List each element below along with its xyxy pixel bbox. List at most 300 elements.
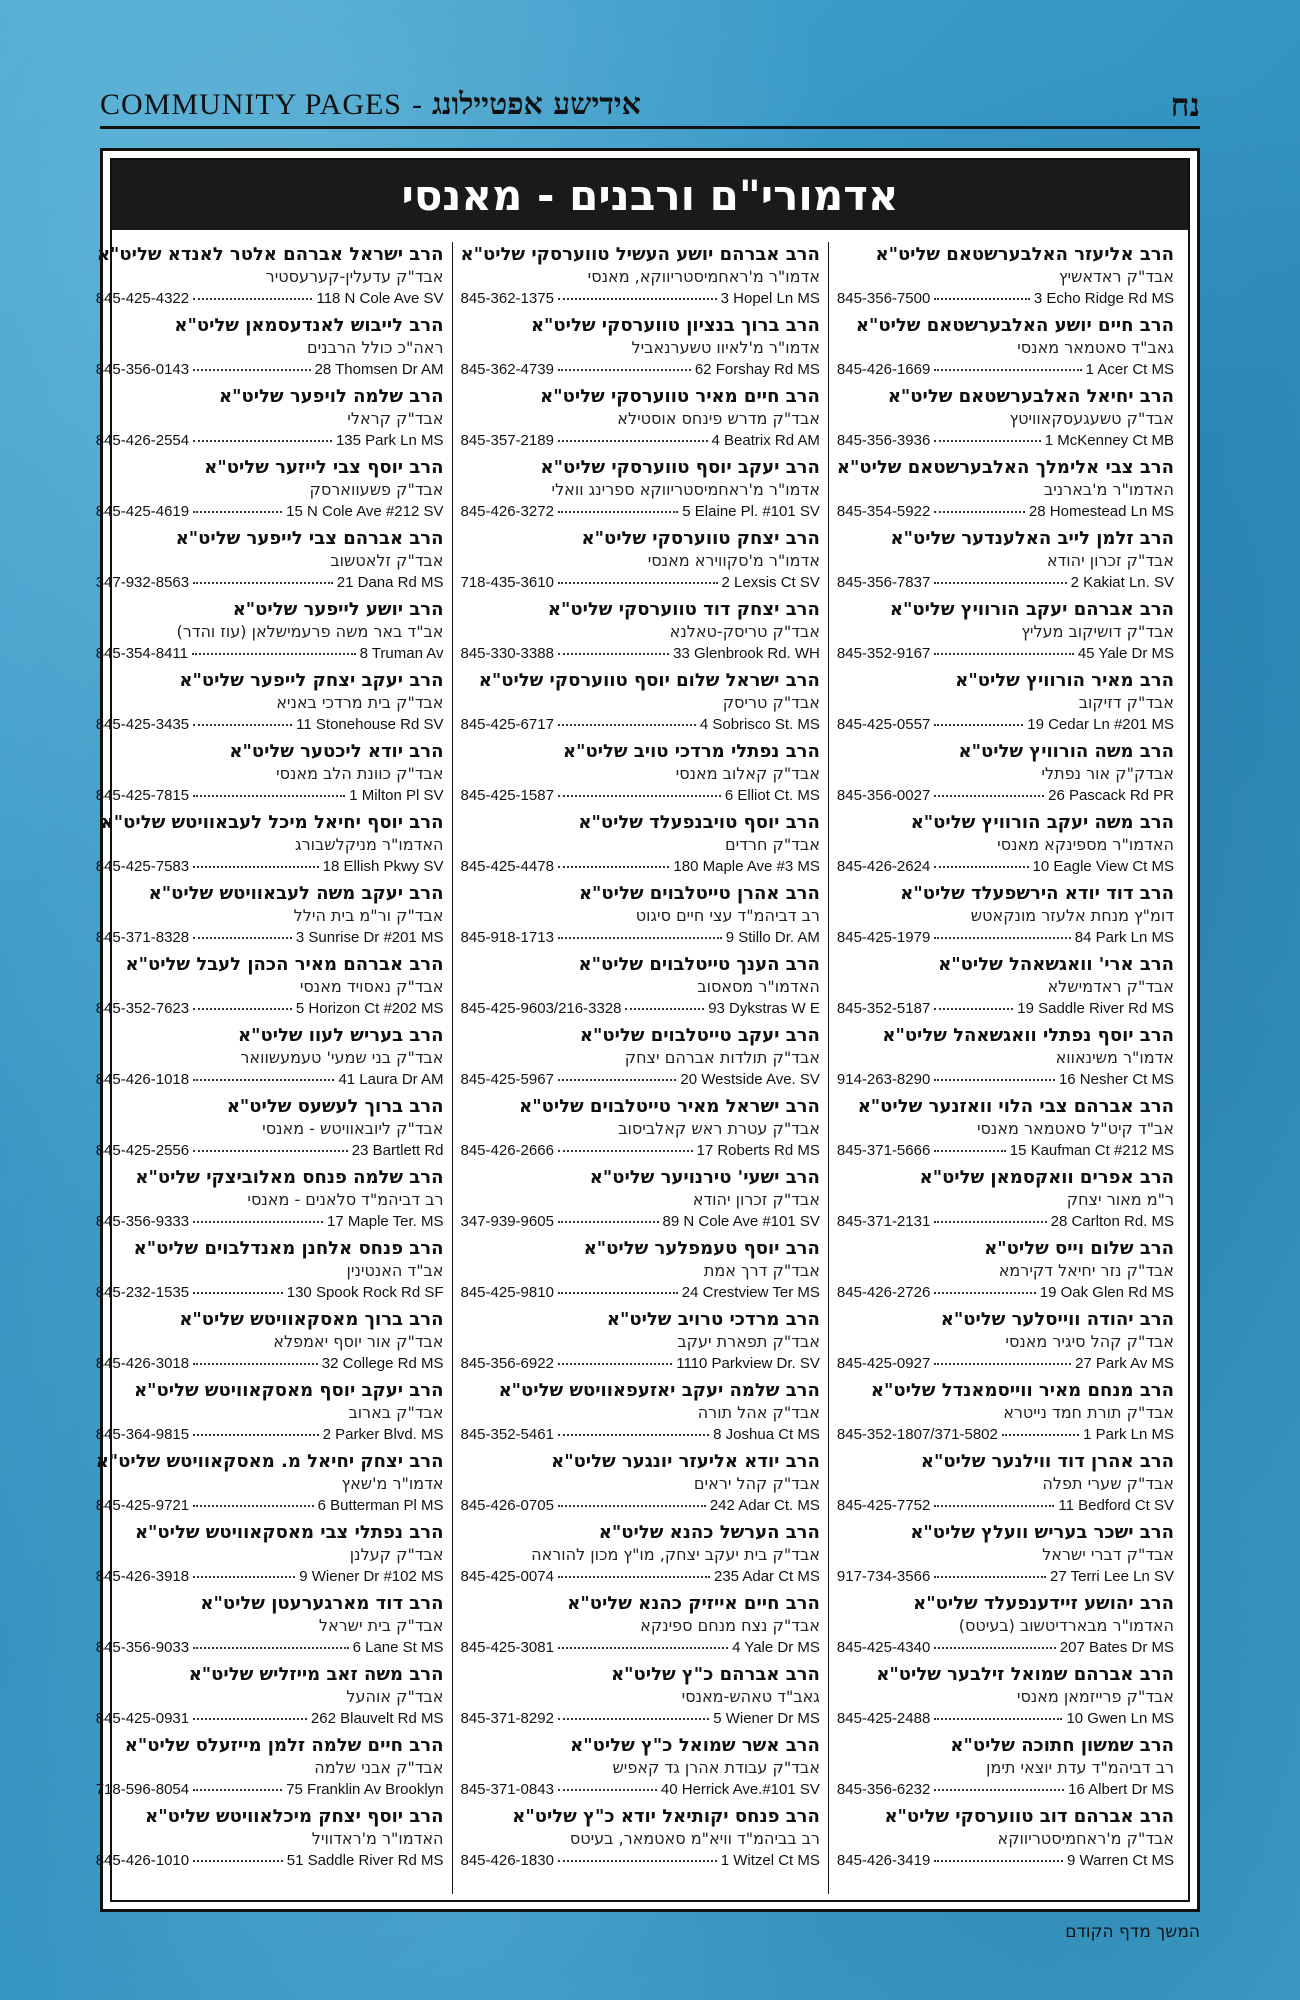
rabbi-name: הרב חיים שלמה זלמן מייזעלס שליט"א [124,1735,444,1756]
rabbi-name: הרב ישכר בעריש וועלץ שליט"א [910,1522,1174,1543]
phone-number: 845-425-2556 [95,1142,190,1159]
rabbi-name: הרב אפרים וואקסמאן שליט"א [919,1167,1174,1188]
contact-line [461,927,820,948]
rabbi-title: אבד"ק ליובאוויטש - מאנסי [262,1119,444,1138]
rabbi-name: הרב הענך טייטלבוים שליט"א [578,954,820,975]
street-address: 75 Franklin Av Brooklyn [286,1781,444,1798]
dot-leader [193,440,332,442]
dot-leader [558,440,708,442]
street-address: 16 Nesher Ct MS [1058,1071,1174,1088]
phone-number: 845-371-8328 [95,929,190,946]
phone-number: 845-330-3388 [460,645,554,662]
rabbi-title: אבד"ק טשעגעסקאוויטץ [1009,409,1174,428]
rabbi-title: אבדק"ק אור נפתלי [1041,764,1174,783]
directory-entry [837,1094,1174,1165]
rabbi-title: רב בביהמ"ד וויא"מ סאטמאר, בעיטס [569,1829,820,1848]
rabbi-title: אבד"ק זכרון יהודא [1046,551,1174,570]
dot-leader [558,653,669,655]
directory-entry [461,810,820,881]
rabbi-name: הרב צבי אלימלך האלבערשטאם שליט"א [836,457,1174,478]
contact-line [461,1069,820,1090]
phone-number: 718-596-8054 [95,1781,190,1798]
street-address: 5 Elaine Pl. #101 SV [682,503,820,520]
phone-number: 845-356-0027 [836,787,931,804]
dot-leader [558,582,718,584]
contact-line [96,288,444,309]
dot-leader [193,1150,348,1152]
street-address: 1110 Parkview Dr. SV [676,1355,820,1372]
street-address: 6 Butterman Pl MS [317,1497,444,1514]
phone-number: 845-356-3936 [836,432,931,449]
rabbi-name: הרב יעקב יצחק לייפער שליט"א [179,670,444,691]
dot-leader [934,1576,1046,1578]
directory-entry [96,1378,444,1449]
rabbi-title: אבד"ק פשעווארסק [309,480,444,499]
contact-line [461,1708,820,1729]
rabbi-title: האדמו"ר מניקלשבורג [295,835,444,854]
contact-line [96,856,444,877]
phone-number: 845-426-0705 [460,1497,554,1514]
rabbi-title: אבד"ק קאלוב מאנסי [675,764,820,783]
directory-entry [96,1236,444,1307]
street-address: 11 Stonehouse Rd SV [296,716,444,733]
street-address: 3 Hopel Ln MS [720,290,820,307]
phone-number: 845-425-0074 [460,1568,554,1585]
contact-line [96,359,444,380]
directory-entry [461,242,820,313]
dot-leader [558,866,669,868]
rabbi-name: הרב יוסף טעמפלער שליט"א [583,1238,820,1259]
dot-leader [558,937,722,939]
directory-entry [96,739,444,810]
street-address: 20 Westside Ave. SV [680,1071,820,1088]
contact-line [461,1495,820,1516]
street-address: 262 Blauvelt Rd MS [310,1710,444,1727]
rabbi-title: אבד"ק בית ישראל [318,1616,444,1635]
rabbi-name: הרב אליעזר האלבערשטאם שליט"א [875,244,1174,265]
rabbi-name: הרב אשר שמואל כ"ץ שליט"א [570,1735,820,1756]
rabbi-name: הרב חיים מאיר טווערסקי שליט"א [540,386,820,407]
street-address: 26 Pascack Rd PR [1048,787,1174,804]
phone-number: 845-356-7837 [836,574,931,591]
street-address: 242 Adar Ct. MS [709,1497,820,1514]
dot-leader [934,1363,1071,1365]
directory-entry [837,881,1174,952]
rabbi-name: הרב יהודה ווייסלער שליט"א [940,1309,1174,1330]
dot-leader [1002,1434,1079,1436]
dot-leader [934,1789,1064,1791]
contact-line [837,1850,1174,1871]
contact-line [461,288,820,309]
directory-entry [837,810,1174,881]
page-number: נח [1170,86,1200,124]
street-address: 28 Carlton Rd. MS [1050,1213,1174,1230]
street-address: 6 Elliot Ct. MS [724,787,820,804]
contact-line [837,998,1174,1019]
phone-number: 845-356-9333 [95,1213,190,1230]
dot-leader [193,369,310,371]
street-address: 4 Beatrix Rd AM [711,432,820,449]
contact-line [461,572,820,593]
street-address: 207 Bates Dr MS [1059,1639,1174,1656]
directory-entry [837,1165,1174,1236]
rabbi-title: אבד"ק נזר יחיאל דקירמא [998,1261,1174,1280]
rabbi-name: הרב שלמה לויפער שליט"א [219,386,444,407]
rabbi-name: הרב מאיר הורוויץ שליט"א [955,670,1174,691]
contact-line [461,714,820,735]
street-address: 5 Wiener Dr MS [713,1710,820,1727]
contact-line [837,1211,1174,1232]
phone-number: 845-356-9033 [95,1639,190,1656]
street-address: 17 Roberts Rd MS [696,1142,820,1159]
rabbi-name: הרב שמשון חתוכה שליט"א [950,1735,1174,1756]
directory-entry [837,1023,1174,1094]
street-address: 28 Thomsen Dr AM [314,361,444,378]
contact-line [461,1353,820,1374]
header-title-english: COMMUNITY PAGES [100,88,402,121]
contact-line [96,1495,444,1516]
directory-columns [95,242,1182,1894]
header-title [100,87,641,126]
dot-leader [558,1505,706,1507]
directory-entry [461,668,820,739]
rabbi-name: הרב חיים אייזיק כהנא שליט"א [567,1593,820,1614]
contact-line [461,1779,820,1800]
dot-leader [558,298,717,300]
directory-entry [837,384,1174,455]
street-address: 40 Herrick Ave.#101 SV [660,1781,820,1798]
contact-line [837,927,1174,948]
contact-line [837,572,1174,593]
contact-line [837,430,1174,451]
rabbi-name: הרב אברהם כ"ץ שליט"א [611,1664,820,1685]
dot-leader [193,1576,295,1578]
contact-line [461,1282,820,1303]
directory-entry [837,1591,1174,1662]
dot-leader [934,1150,1005,1152]
phone-number: 845-362-4739 [460,361,554,378]
directory-entry [837,668,1174,739]
rabbi-name: הרב שלמה פנחס מאלוביצקי שליט"א [135,1167,444,1188]
rabbi-title: אבד"ק דזיקוב [1078,693,1174,712]
directory-entry [837,1236,1174,1307]
contact-line [461,785,820,806]
rabbi-name: הרב הערשל כהנא שליט"א [598,1522,820,1543]
street-address: 180 Maple Ave #3 MS [673,858,820,875]
dot-leader [193,511,282,513]
rabbi-name: הרב ברוך לעשעס שליט"א [226,1096,444,1117]
rabbi-name: הרב דוד מארגערעטן שליט"א [200,1593,444,1614]
rabbi-name: הרב יוסף נפתלי וואגשאהל שליט"א [882,1025,1174,1046]
dot-leader [558,795,721,797]
directory-entry [96,597,444,668]
phone-number: 845-425-4478 [460,858,554,875]
phone-number: 845-425-0927 [836,1355,931,1372]
rabbi-name: הרב יעקב טייטלבוים שליט"א [579,1025,820,1046]
street-address: 23 Bartlett Rd [351,1142,444,1159]
dot-leader [193,1079,334,1081]
phone-number: 845-426-2726 [836,1284,931,1301]
dot-leader [625,1008,704,1010]
rabbi-name: הרב יצחק טווערסקי שליט"א [581,528,820,549]
directory-entry [461,1662,820,1733]
phone-number: 845-352-5461 [460,1426,554,1443]
directory-entry [96,526,444,597]
phone-number: 845-426-2554 [95,432,190,449]
phone-number: 845-426-1018 [95,1071,190,1088]
contact-line [461,501,820,522]
contact-line [461,1850,820,1871]
rabbi-name: הרב דוד יודא הירשפעלד שליט"א [900,883,1174,904]
rabbi-name: הרב יחיאל האלבערשטאם שליט"א [887,386,1174,407]
rabbi-name: הרב יעקב משה לעבאוויטש שליט"א [148,883,444,904]
dot-leader [193,1363,318,1365]
rabbi-title: אדמו"ר מ'סקווירא מאנסי [647,551,820,570]
phone-number: 845-426-3018 [95,1355,190,1372]
dot-leader [193,1292,283,1294]
street-address: 19 Saddle River Rd MS [1017,1000,1174,1017]
phone-number: 845-426-2624 [836,858,931,875]
dot-leader [558,1789,657,1791]
phone-number: 845-356-6922 [460,1355,554,1372]
dot-leader [934,653,1074,655]
rabbi-title: אבד"ק עבודת אהרן גד קאפיש [612,1758,820,1777]
rabbi-name: הרב אהרן טייטלבוים שליט"א [578,883,820,904]
rabbi-title: אבד"ק עדעלין-קערעסטיר [265,267,444,286]
rabbi-name: הרב ישראל שלום יוסף טווערסקי שליט"א [478,670,820,691]
rabbi-title: אבד"ק בית יעקב יצחק, מו"ץ מכון להוראה [531,1545,820,1564]
rabbi-title: אבד"ק בארוב [348,1403,444,1422]
directory-column-1 [829,242,1182,1894]
street-address: 1 Milton Pl SV [349,787,444,804]
rabbi-title: אבד"ק זלאטשוב [330,551,444,570]
directory-entry [96,1804,444,1875]
directory-entry [461,1023,820,1094]
rabbi-title: אב"ד האנטינין [346,1261,444,1280]
dot-leader [193,1505,314,1507]
phone-number: 347-932-8563 [95,574,190,591]
rabbi-name: הרב יוסף יצחק מיכלאוויטש שליט"א [145,1806,444,1827]
street-address: 3 Sunrise Dr #201 MS [295,929,444,946]
directory-entry [96,810,444,881]
directory-entry [461,1449,820,1520]
rabbi-title: אבד"ק קהל סיגיר מאנסי [1005,1332,1174,1351]
rabbi-title: אב"ד באר משה פרעמישלאן (עוז והדר) [176,622,444,641]
rabbi-name: הרב יצחק דוד טווערסקי שליט"א [547,599,820,620]
street-address: 84 Park Ln MS [1074,929,1174,946]
directory-entry [461,1307,820,1378]
rabbi-name: הרב נפתלי צבי מאסקאוויטש שליט"א [134,1522,444,1543]
phone-number: 845-425-4322 [95,290,190,307]
rabbi-title: אבד"ק תולדות אברהם יצחק [624,1048,820,1067]
directory-entry [837,952,1174,1023]
rabbi-title: אבד"ק ראדאשיץ [1058,267,1174,286]
directory-entry [837,597,1174,668]
phone-number: 845-352-1807/371-5802 [836,1426,998,1443]
rabbi-name: הרב בעריש לעוו שליט"א [237,1025,444,1046]
street-address: 16 Albert Dr MS [1068,1781,1174,1798]
dot-leader [193,1789,282,1791]
phone-number: 917-734-3566 [836,1568,931,1585]
directory-entry [461,455,820,526]
dot-leader [192,653,356,655]
street-address: 10 Gwen Ln MS [1066,1710,1174,1727]
contact-line [96,572,444,593]
rabbi-name: הרב יוסף יחיאל מיכל לעבאוויטש שליט"א [100,812,444,833]
dot-leader [193,1008,292,1010]
rabbi-title: אבד"ק פרייזמאן מאנסי [1016,1687,1174,1706]
phone-number: 845-425-7583 [95,858,190,875]
dot-leader [934,369,1081,371]
directory-entry [837,313,1174,384]
dot-leader [193,724,292,726]
dot-leader [558,511,678,513]
directory-entry [837,1662,1174,1733]
rabbi-name: הרב אברהם צבי הלוי וואזנער שליט"א [857,1096,1174,1117]
contact-line [96,1779,444,1800]
street-address: 3 Echo Ridge Rd MS [1033,290,1174,307]
street-address: 28 Homestead Ln MS [1028,503,1174,520]
street-address: 235 Adar Ct MS [714,1568,820,1585]
dot-leader [558,1079,676,1081]
rabbi-name: הרב שלמה יעקב יאזעפאוויטש שליט"א [498,1380,820,1401]
dot-leader [193,582,333,584]
rabbi-title: אבד"ק טריסק-טאלנא [669,622,820,641]
contact-line [837,1566,1174,1587]
street-address: 118 N Cole Ave SV [316,290,444,307]
contact-line [96,785,444,806]
dot-leader [558,1150,693,1152]
dot-leader [558,724,696,726]
phone-number: 845-918-1713 [460,929,554,946]
contact-line [461,1140,820,1161]
street-address: 1 Park Ln MS [1083,1426,1174,1443]
street-address: 8 Truman Av [359,645,444,662]
contact-line [96,1850,444,1871]
rabbi-title: אבד"ק תורת חמד נייטרא [1003,1403,1174,1422]
street-address: 9 Wiener Dr #102 MS [299,1568,444,1585]
rabbi-name: הרב לייבוש לאנדעסמאן שליט"א [174,315,444,336]
directory-entry [96,1662,444,1733]
directory-entry [461,1165,820,1236]
dot-leader [934,1505,1054,1507]
dot-leader [558,369,691,371]
directory-column-3 [88,242,453,1894]
directory-entry [837,1520,1174,1591]
rabbi-title: אבד"ק קראלי [347,409,444,428]
rabbi-title: אבד"ק תפארת יעקב [677,1332,820,1351]
directory-entry [461,1591,820,1662]
rabbi-name: הרב פנחס אלחנן מאנדלבוים שליט"א [133,1238,444,1259]
rabbi-title: אבד"ק אוהעל [346,1687,444,1706]
street-address: 17 Maple Ter. MS [327,1213,444,1230]
directory-entry [461,597,820,668]
dot-leader [193,1434,319,1436]
rabbi-title: ר"מ מאור יצחק [1066,1190,1174,1209]
street-address: 1 McKenney Ct MB [1044,432,1174,449]
directory-entry [96,1449,444,1520]
street-address: 8 Joshua Ct MS [713,1426,820,1443]
rabbi-title: אדמו"ר מ'שאץ [341,1474,444,1493]
contact-line [96,714,444,735]
dot-leader [934,511,1025,513]
rabbi-title: האדמו"ר מספינקא מאנסי [997,835,1174,854]
rabbi-name: הרב משה זאב מייזליש שליט"א [188,1664,444,1685]
directory-entry [461,1733,820,1804]
rabbi-title: אדמו"ר משינאווא [1055,1048,1174,1067]
rabbi-title: האדמו"ר מבארדיטשוב (בעיטס) [958,1616,1174,1635]
rabbi-name: הרב נפתלי מרדכי טויב שליט"א [562,741,820,762]
street-address: 5 Horizon Ct #202 MS [295,1000,444,1017]
rabbi-name: הרב יוסף טויבנפעלד שליט"א [578,812,820,833]
rabbi-name: הרב ישראל מאיר טייטלבוים שליט"א [519,1096,820,1117]
phone-number: 718-435-3610 [460,574,554,591]
rabbi-title: אבד"ק מ'ראחמיסטריווקא [997,1829,1174,1848]
dot-leader [558,1718,709,1720]
contact-line [837,1779,1174,1800]
dot-leader [934,582,1066,584]
rabbi-title: אבד"ק טריסק [722,693,820,712]
street-address: 24 Crestview Ter MS [681,1284,820,1301]
rabbi-name: הרב אברהם יעקב הורוויץ שליט"א [889,599,1174,620]
phone-number: 845-426-3918 [95,1568,190,1585]
rabbi-name: הרב ברוך מאסקאוויטש שליט"א [179,1309,444,1330]
rabbi-name: הרב יעקב יוסף טווערסקי שליט"א [540,457,820,478]
contact-line [837,1069,1174,1090]
dot-leader [934,1221,1046,1223]
contact-line [837,856,1174,877]
phone-number: 845-425-7752 [836,1497,931,1514]
dot-leader [558,1292,678,1294]
rabbi-name: הרב אברהם מאיר הכהן לעבל שליט"א [125,954,444,975]
dot-leader [934,866,1028,868]
phone-number: 845-354-8411 [95,645,188,662]
contact-line [96,1282,444,1303]
contact-line [837,1282,1174,1303]
dot-leader [193,1860,283,1862]
directory-entry [461,739,820,810]
rabbi-title: אבד"ק אור יוסף יאמפלא [273,1332,444,1351]
phone-number: 845-426-1830 [460,1852,554,1869]
phone-number: 845-352-9167 [836,645,931,662]
phone-number: 845-425-4340 [836,1639,931,1656]
dot-leader [193,937,292,939]
phone-number: 845-354-5922 [836,503,931,520]
dot-leader [558,1363,672,1365]
rabbi-name: הרב מרדכי טרויב שליט"א [606,1309,820,1330]
street-address: 9 Stillo Dr. AM [725,929,820,946]
contact-line [837,1637,1174,1658]
directory-entry [461,384,820,455]
directory-entry [837,455,1174,526]
contact-line [837,1495,1174,1516]
contact-line [96,1353,444,1374]
phone-number: 845-352-5187 [836,1000,931,1017]
rabbi-name: הרב משה הורוויץ שליט"א [958,741,1174,762]
rabbi-name: הרב חיים יושע האלבערשטאם שליט"א [855,315,1174,336]
rabbi-name: הרב ישעי' טירנויער שליט"א [589,1167,820,1188]
street-address: 4 Yale Dr MS [732,1639,820,1656]
phone-number: 845-357-2189 [460,432,554,449]
dot-leader [193,795,345,797]
dot-leader [934,795,1044,797]
rabbi-title: רב דביהמ"ד עצי חיים סיגוט [635,906,820,925]
contact-line [837,1424,1174,1445]
street-address: 45 Yale Dr MS [1077,645,1174,662]
phone-number: 845-356-0143 [95,361,190,378]
directory-entry [837,1449,1174,1520]
dot-leader [934,440,1040,442]
